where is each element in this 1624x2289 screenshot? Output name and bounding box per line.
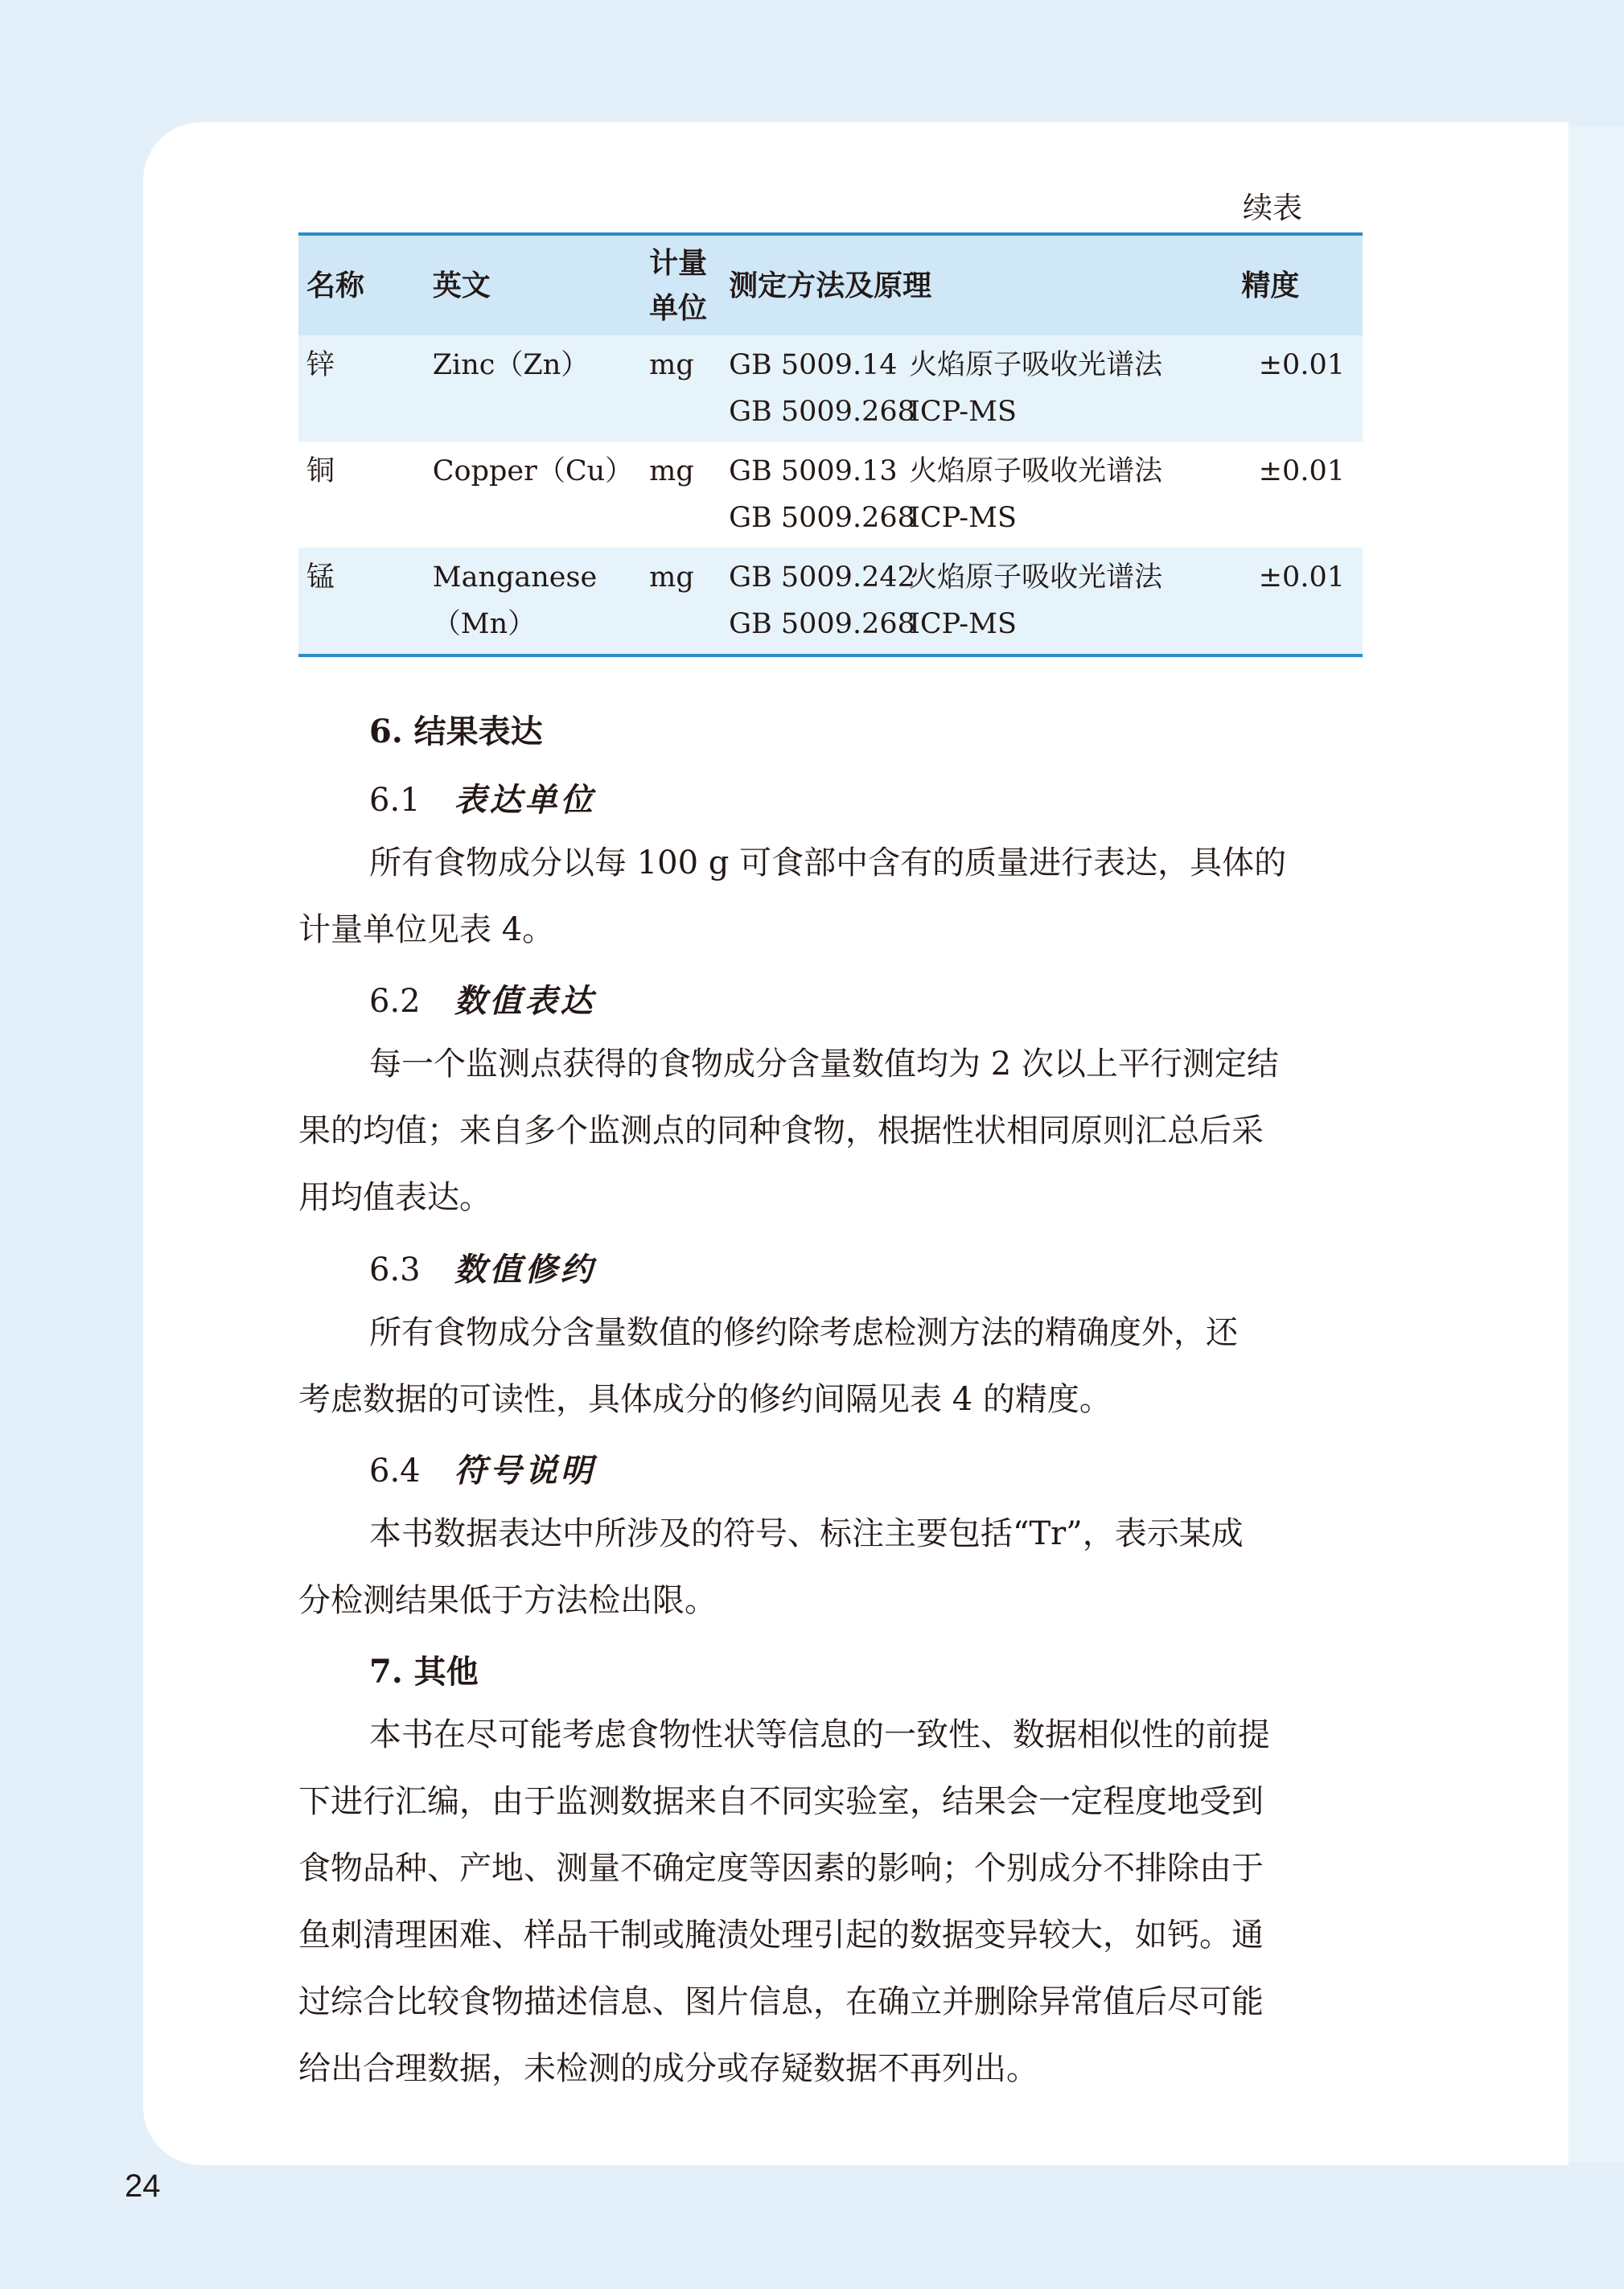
method-principle: ICP-MS <box>909 502 1017 534</box>
table-header-row <box>298 234 1363 335</box>
method-line <box>729 342 1225 388</box>
method-line <box>729 448 1225 495</box>
row-unit: mg <box>641 548 721 655</box>
continued-label: 续表 <box>1243 191 1302 225</box>
subsection-6-3-title <box>369 1244 596 1290</box>
right-margin-strip <box>1568 127 1624 2162</box>
paragraph-line: 鱼刺清理困难、样品干制或腌渍处理引起的数据变异较大，如钙。通 <box>298 1917 1264 1954</box>
subsection-number: 6.1 <box>369 782 421 819</box>
method-principle: 火焰原子吸收光谱法 <box>909 455 1163 487</box>
paragraph-line: 本书在尽可能考虑食物性状等信息的一致性、数据相似性的前提 <box>369 1716 1270 1753</box>
header-unit <box>641 234 721 335</box>
table-row <box>298 335 1363 442</box>
paragraph-7 <box>298 1702 1363 2102</box>
row-name: 铜 <box>306 455 335 487</box>
row-precision: ±0.01 <box>1233 335 1363 442</box>
paragraph-line: 食物品种、产地、测量不确定度等因素的影响；个别成分不排除由于 <box>298 1850 1264 1887</box>
paragraph-line: 果的均值；来自多个监测点的同种食物，根据性状相同原则汇总后采 <box>298 1112 1264 1149</box>
subsection-number: 6.2 <box>369 983 421 1020</box>
method-principle: 火焰原子吸收光谱法 <box>909 561 1163 594</box>
paragraph-line: 计量单位见表 4。 <box>298 911 555 948</box>
row-english-line2: （Mn） <box>432 608 537 640</box>
method-principle: 火焰原子吸收光谱法 <box>909 349 1163 381</box>
subsection-number: 6.3 <box>369 1251 421 1288</box>
row-english <box>425 442 641 548</box>
paragraph-line: 所有食物成分以每 100 g 可食部中含有的质量进行表达，具体的 <box>369 845 1287 881</box>
method-code: GB 5009.13 <box>729 455 898 487</box>
row-name: 锌 <box>298 335 425 442</box>
row-methods <box>721 442 1233 548</box>
header-english: 英文 <box>425 234 641 335</box>
subsection-title: 数值修约 <box>454 1251 596 1288</box>
method-line <box>729 601 1225 647</box>
row-english-line1: Manganese <box>432 561 598 594</box>
paragraph-6-4 <box>298 1501 1363 1634</box>
row-english <box>425 548 641 655</box>
paragraph-line: 给出合理数据，未检测的成分或存疑数据不再列出。 <box>298 2050 1038 2087</box>
methods-table <box>298 232 1363 657</box>
paragraph-6-2 <box>298 1031 1363 1231</box>
method-code: GB 5009.268 <box>729 396 915 428</box>
method-code: GB 5009.242 <box>729 561 915 594</box>
row-english-line1: Zinc（Zn） <box>432 349 590 381</box>
row-name: 锰 <box>298 548 425 655</box>
header-unit-line1: 计量 <box>649 246 708 280</box>
section-6-heading: 6. 结果表达 <box>369 713 543 750</box>
paragraph-line: 所有食物成分含量数值的修约除考虑检测方法的精确度外，还 <box>369 1314 1238 1351</box>
paragraph-line: 过综合比较食物描述信息、图片信息，在确立并删除异常值后尽可能 <box>298 1983 1264 2020</box>
method-code: GB 5009.268 <box>729 502 915 534</box>
header-method: 测定方法及原理 <box>721 234 1233 335</box>
subsection-title: 表达单位 <box>454 781 596 819</box>
header-precision: 精度 <box>1233 234 1363 335</box>
paragraph-6-3 <box>298 1300 1363 1433</box>
row-precision: ±0.01 <box>1258 455 1345 487</box>
header-name: 名称 <box>298 234 425 335</box>
method-principle: ICP-MS <box>909 396 1017 428</box>
subsection-title: 数值表达 <box>454 982 596 1020</box>
subsection-6-4-title <box>369 1445 596 1491</box>
row-english <box>425 335 641 442</box>
section-7-heading: 7. 其他 <box>369 1653 479 1691</box>
subsection-title: 符号说明 <box>454 1452 596 1490</box>
method-principle: ICP-MS <box>909 608 1017 640</box>
subsection-number: 6.4 <box>369 1453 421 1490</box>
subsection-6-2-title <box>369 976 596 1021</box>
method-line <box>729 495 1225 541</box>
header-unit-line2: 单位 <box>649 291 708 325</box>
method-line <box>729 554 1225 601</box>
paragraph-6-1 <box>298 830 1363 964</box>
table-row <box>298 442 1363 548</box>
row-unit: mg <box>649 455 694 487</box>
row-english-line1: Copper（Cu） <box>432 455 634 487</box>
paragraph-line: 用均值表达。 <box>298 1179 491 1216</box>
paragraph-line: 下进行汇编，由于监测数据来自不同实验室，结果会一定程度地受到 <box>298 1783 1264 1820</box>
row-precision: ±0.01 <box>1233 548 1363 655</box>
page-number: 24 <box>125 2168 161 2204</box>
method-line <box>729 388 1225 435</box>
row-unit: mg <box>641 335 721 442</box>
paragraph-line: 考虑数据的可读性，具体成分的修约间隔见表 4 的精度。 <box>298 1381 1112 1418</box>
row-methods <box>721 335 1233 442</box>
table-row <box>298 548 1363 655</box>
method-code: GB 5009.268 <box>729 608 915 640</box>
method-code: GB 5009.14 <box>729 349 898 381</box>
paragraph-line: 分检测结果低于方法检出限。 <box>298 1582 717 1619</box>
subsection-6-1-title <box>369 775 596 820</box>
row-methods <box>721 548 1233 655</box>
paragraph-line: 每一个监测点获得的食物成分含量数值均为 2 次以上平行测定结 <box>369 1046 1279 1083</box>
paragraph-line: 本书数据表达中所涉及的符号、标注主要包括“Tr”，表示某成 <box>369 1515 1244 1552</box>
